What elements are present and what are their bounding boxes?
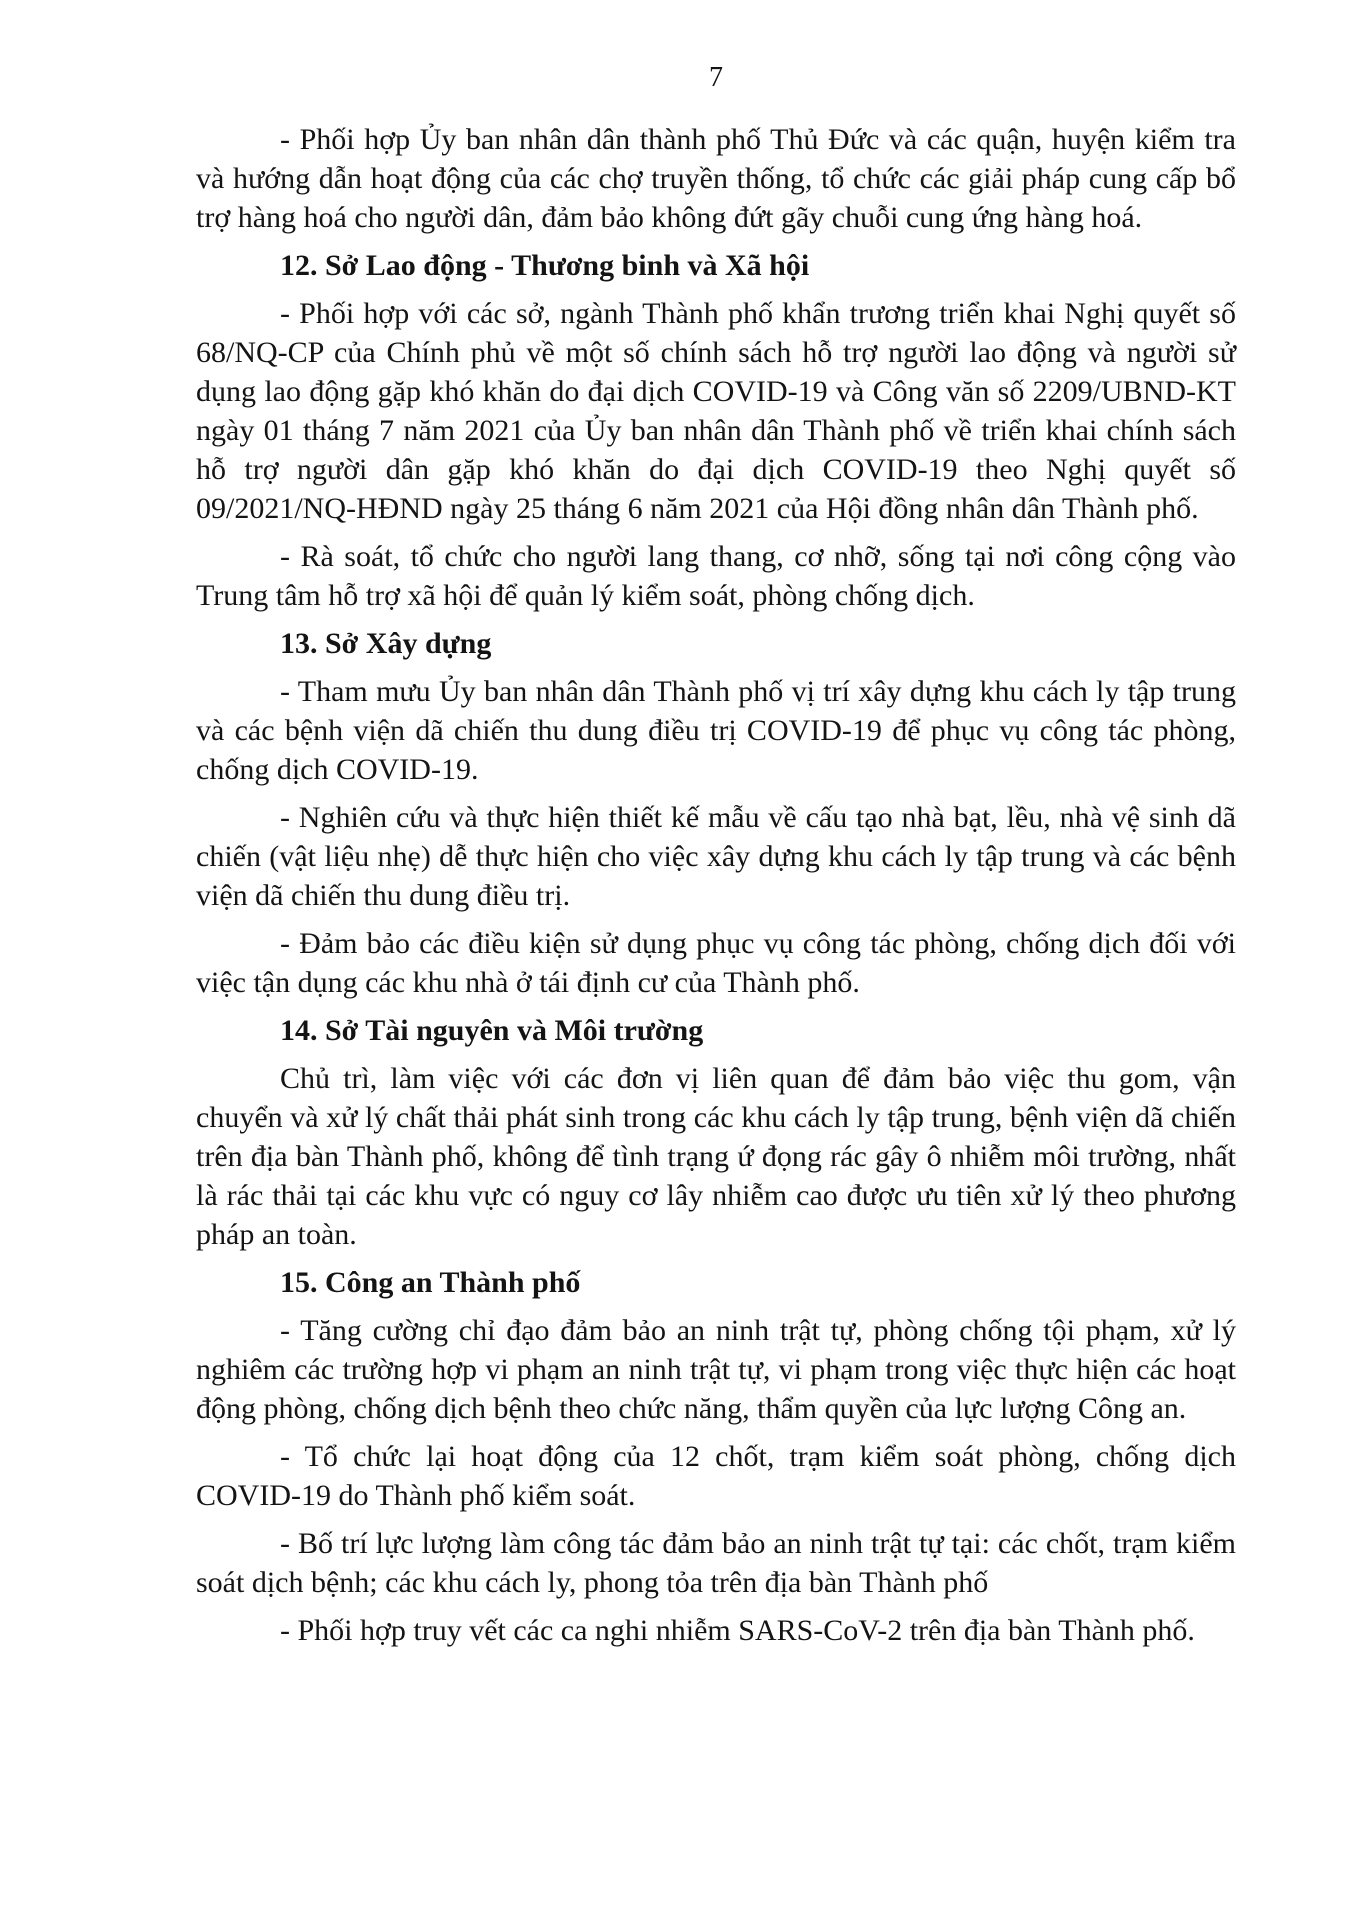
paragraph: - Tăng cường chỉ đạo đảm bảo an ninh trật tự, phòng chống tội phạm, xử lý nghiêm các trường hợp vi phạm an ninh trật tự, vi phạm trong việc thực hiện các hoạt động phòng, chống dịch bệnh theo chức năng, thẩm quyền của lực lượng Công an. [196, 1314, 1236, 1425]
section-heading: 13. Sở Xây dựng [280, 627, 492, 660]
paragraph: - Phối hợp Ủy ban nhân dân thành phố Thủ Đức và các quận, huyện kiểm tra và hướng dẫn hoạt động của các chợ truyền thống, tổ chức các giải pháp cung cấp bổ trợ hàng hoá cho người dân, đảm bảo không đứt gãy chuỗi cung ứng hàng hoá. [196, 123, 1236, 234]
paragraph: - Rà soát, tổ chức cho người lang thang, cơ nhỡ, sống tại nơi công cộng vào Trung tâm hỗ trợ xã hội để quản lý kiểm soát, phòng chống dịch. [196, 540, 1236, 612]
paragraph: Chủ trì, làm việc với các đơn vị liên quan để đảm bảo việc thu gom, vận chuyển và xử lý chất thải phát sinh trong các khu cách ly tập trung, bệnh viện dã chiến trên địa bàn Thành phố, không để tình trạng ứ đọng rác gây ô nhiễm môi trường, nhất là rác thải tại các khu vực có nguy cơ lây nhiễm cao được ưu tiên xử lý theo phương pháp an toàn. [196, 1062, 1236, 1251]
section-heading: 12. Sở Lao động - Thương binh và Xã hội [280, 249, 810, 282]
page-number: 7 [709, 62, 723, 93]
paragraph: - Tổ chức lại hoạt động của 12 chốt, trạm kiểm soát phòng, chống dịch COVID-19 do Thành phố kiểm soát. [196, 1440, 1236, 1512]
paragraph: - Đảm bảo các điều kiện sử dụng phục vụ công tác phòng, chống dịch đối với việc tận dụng các khu nhà ở tái định cư của Thành phố. [196, 927, 1236, 999]
section-heading: 15. Công an Thành phố [280, 1266, 581, 1299]
paragraph: - Tham mưu Ủy ban nhân dân Thành phố vị trí xây dựng khu cách ly tập trung và các bệnh viện dã chiến thu dung điều trị COVID-19 để phục vụ công tác phòng, chống dịch COVID-19. [196, 675, 1236, 786]
paragraph: - Phối hợp với các sở, ngành Thành phố khẩn trương triển khai Nghị quyết số 68/NQ-CP của Chính phủ về một số chính sách hỗ trợ người lao động và người sử dụng lao động gặp khó khăn do đại dịch COVID-19 và Công văn số 2209/UBND-KT ngày 01 tháng 7 năm 2021 của Ủy ban nhân dân Thành phố về triển khai chính sách hỗ trợ người dân gặp khó khăn do đại dịch COVID-19 theo Nghị quyết số 09/2021/NQ-HĐND ngày 25 tháng 6 năm 2021 của Hội đồng nhân dân Thành phố. [196, 297, 1236, 525]
paragraph: - Bố trí lực lượng làm công tác đảm bảo an ninh trật tự tại: các chốt, trạm kiểm soát dịch bệnh; các khu cách ly, phong tỏa trên địa bàn Thành phố [196, 1527, 1236, 1599]
paragraph: - Nghiên cứu và thực hiện thiết kế mẫu về cấu tạo nhà bạt, lều, nhà vệ sinh dã chiến (vật liệu nhẹ) dễ thực hiện cho việc xây dựng khu cách ly tập trung và các bệnh viện dã chiến thu dung điều trị. [196, 801, 1236, 912]
section-heading: 14. Sở Tài nguyên và Môi trường [280, 1014, 704, 1047]
paragraph: - Phối hợp truy vết các ca nghi nhiễm SARS-CoV-2 trên địa bàn Thành phố. [280, 1614, 1195, 1647]
document-page [196, 48, 1236, 1659]
